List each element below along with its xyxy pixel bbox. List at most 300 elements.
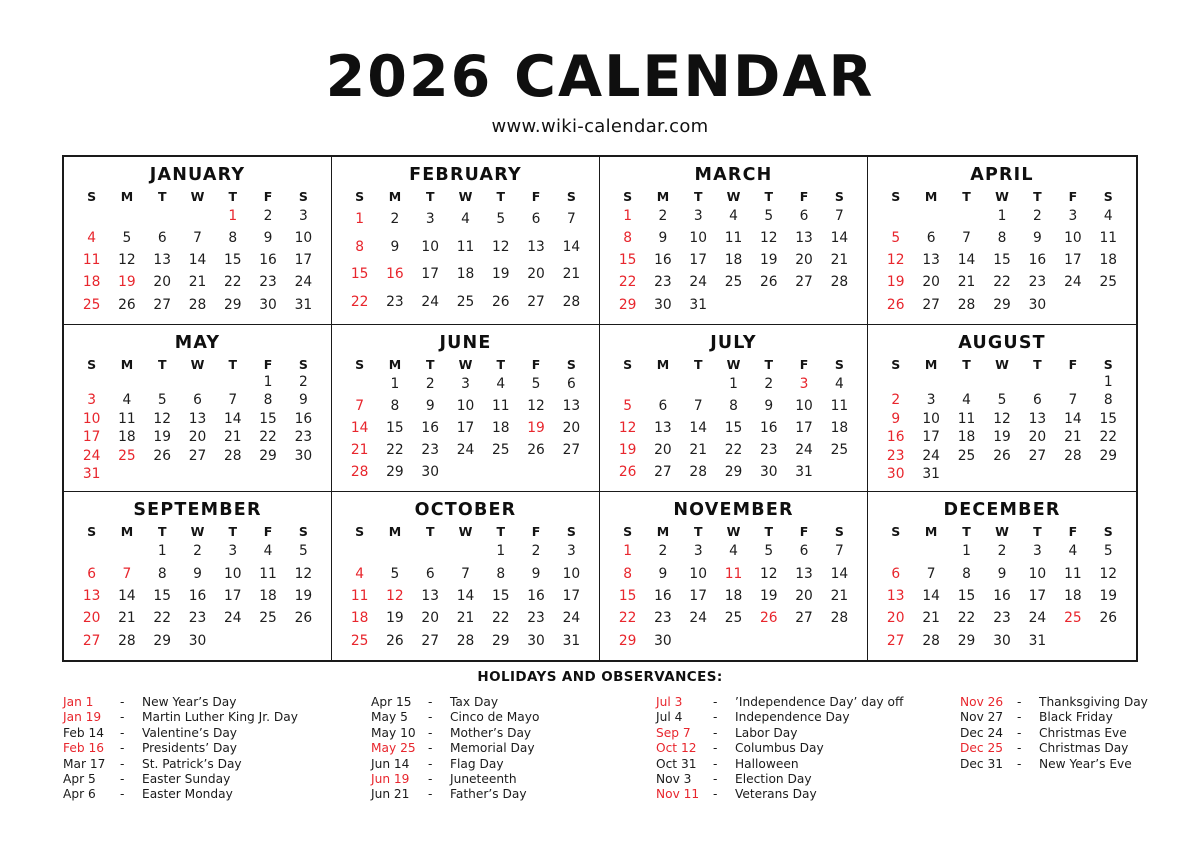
date-cell: 30	[1028, 296, 1047, 313]
date-cell: 16	[259, 252, 277, 269]
weekday-label: W	[458, 524, 473, 540]
holiday-separator: -	[120, 787, 125, 802]
holiday-separator: -	[428, 741, 433, 756]
date-cell: 27	[82, 632, 101, 649]
date-cell: 29	[224, 296, 242, 313]
date-cell: 7	[193, 230, 202, 247]
weekday-label: F	[263, 524, 273, 540]
date-cell: 26	[1099, 610, 1118, 627]
date-row	[878, 294, 1126, 316]
weekday-label: S	[834, 524, 844, 540]
date-cell: 15	[153, 588, 171, 605]
date-row	[342, 563, 589, 585]
date-cell: 10	[224, 565, 242, 582]
date-cell: 6	[566, 375, 576, 392]
holiday-item	[63, 726, 298, 741]
page-title: 2026 CALENDAR	[325, 44, 875, 110]
date-row	[610, 227, 857, 249]
date-cell: 20	[922, 274, 940, 291]
holiday-separator: -	[120, 695, 125, 709]
weekday-label: S	[834, 356, 844, 372]
weekday-label: T	[228, 356, 238, 372]
month-november	[600, 492, 868, 660]
date-cell: 5	[764, 208, 774, 225]
holiday-item	[656, 787, 903, 802]
holiday-separator: -	[428, 695, 433, 709]
date-cell: 12	[118, 252, 136, 269]
holiday-date: May 25	[371, 741, 416, 756]
date-cell: 20	[188, 429, 207, 446]
date-row	[610, 461, 857, 483]
date-cell: 2	[263, 208, 273, 225]
weekday-label: M	[656, 189, 670, 204]
weekday-label: F	[531, 356, 541, 372]
holiday-date: Jan 19	[63, 710, 102, 725]
date-cell: 20	[421, 610, 439, 627]
date-cell: 7	[962, 230, 971, 247]
weekday-label: S	[623, 189, 633, 204]
date-cell: 26	[527, 442, 545, 459]
date-row	[74, 563, 321, 585]
date-cell: 7	[228, 392, 238, 409]
date-cell: 16	[188, 588, 207, 605]
date-cell: 10	[421, 238, 439, 255]
date-cell: 29	[153, 632, 171, 649]
weekday-label: W	[726, 189, 741, 204]
date-cell: 19	[527, 420, 545, 436]
date-cell: 27	[922, 296, 940, 313]
date-cell: 17	[294, 252, 313, 269]
weekday-label: W	[190, 356, 205, 372]
holiday-item	[960, 741, 1148, 756]
date-cell: 2	[298, 373, 308, 390]
date-cell: 11	[1064, 565, 1082, 582]
date-cell: 19	[1099, 588, 1118, 605]
holiday-item	[656, 757, 903, 772]
date-cell: 25	[492, 442, 510, 459]
weekday-header	[74, 357, 321, 372]
date-cell: 19	[760, 252, 778, 269]
date-cell: 4	[834, 375, 844, 392]
date-cell: 30	[294, 447, 313, 464]
month-dates	[74, 205, 321, 316]
date-row	[878, 630, 1126, 652]
weekday-label: T	[228, 524, 238, 540]
date-cell: 8	[623, 230, 633, 247]
date-cell: 22	[492, 610, 510, 627]
date-row	[878, 465, 1126, 483]
date-row	[878, 446, 1126, 464]
date-cell: 14	[830, 230, 849, 247]
date-cell: 10	[1064, 230, 1082, 247]
date-cell: 26	[386, 632, 404, 649]
weekday-label: T	[425, 524, 435, 540]
holiday-separator: -	[428, 756, 433, 771]
date-cell: 24	[421, 293, 439, 310]
date-cell: 3	[566, 543, 576, 560]
holiday-item	[656, 741, 903, 756]
weekday-label: F	[531, 524, 541, 540]
date-cell: 23	[760, 442, 778, 459]
date-cell: 20	[562, 420, 581, 436]
date-cell: 6	[891, 565, 901, 582]
date-cell: 24	[689, 610, 707, 627]
holiday-date: Dec 25	[960, 741, 1003, 756]
weekday-label: S	[298, 356, 308, 372]
date-cell: 13	[82, 588, 101, 605]
weekday-label: S	[87, 524, 97, 540]
date-cell: 18	[118, 429, 136, 446]
weekday-label: M	[120, 356, 134, 372]
holiday-item	[371, 710, 539, 725]
date-cell: 17	[1028, 588, 1047, 605]
date-row	[878, 563, 1126, 585]
date-cell: 22	[618, 610, 637, 627]
weekday-header	[610, 357, 857, 372]
month-title: AUGUST	[958, 332, 1046, 353]
date-cell: 5	[997, 392, 1007, 409]
date-cell: 1	[228, 208, 238, 225]
date-cell: 8	[997, 230, 1007, 247]
holiday-date: Apr 15	[371, 695, 412, 709]
date-cell: 12	[294, 565, 313, 582]
month-june	[332, 325, 600, 493]
date-row	[74, 410, 321, 428]
holiday-name: Columbus Day	[735, 741, 824, 756]
date-row	[878, 540, 1126, 562]
date-cell: 14	[957, 252, 976, 269]
holiday-item	[371, 757, 539, 772]
weekday-label: S	[298, 524, 308, 540]
date-cell: 21	[224, 429, 242, 446]
date-cell: 19	[492, 266, 510, 283]
date-cell: 14	[689, 420, 707, 436]
holiday-date: May 5	[371, 710, 408, 725]
weekday-label: F	[799, 189, 809, 204]
date-row	[342, 585, 589, 607]
holiday-name: Christmas Eve	[1039, 725, 1127, 740]
date-cell: 25	[724, 610, 743, 627]
date-cell: 21	[830, 252, 849, 269]
date-cell: 1	[623, 543, 633, 560]
date-cell: 1	[390, 375, 400, 392]
date-cell: 14	[1064, 410, 1082, 427]
month-title: FEBRUARY	[409, 165, 522, 185]
weekday-header	[74, 189, 321, 204]
calendar-grid	[62, 155, 1138, 662]
date-cell: 22	[1099, 429, 1118, 446]
weekday-label: F	[531, 189, 541, 204]
date-cell: 7	[926, 565, 936, 582]
holiday-date: Oct 12	[656, 741, 697, 756]
weekday-label: W	[995, 524, 1009, 540]
holiday-separator: -	[428, 725, 433, 740]
holiday-name: Election Day	[735, 771, 812, 786]
date-cell: 4	[461, 210, 470, 227]
date-cell: 30	[993, 632, 1011, 649]
weekday-label: S	[566, 189, 576, 204]
date-cell: 19	[294, 588, 313, 605]
date-cell: 24	[82, 447, 101, 464]
date-cell: 26	[618, 464, 637, 481]
weekday-label: T	[962, 356, 971, 372]
holiday-date: Nov 3	[656, 771, 692, 786]
holiday-item	[371, 772, 539, 787]
date-cell: 6	[531, 210, 541, 227]
date-cell: 26	[118, 296, 136, 313]
date-cell: 13	[188, 410, 207, 427]
date-cell: 4	[496, 375, 506, 392]
holiday-item	[960, 757, 1148, 772]
date-row	[610, 563, 857, 585]
date-cell: 23	[527, 610, 545, 627]
holiday-name: Juneteenth	[450, 771, 517, 786]
date-row	[342, 205, 589, 233]
date-row	[74, 205, 321, 227]
weekday-label: S	[1103, 356, 1113, 372]
date-cell: 29	[724, 464, 743, 481]
weekday-label: S	[298, 189, 308, 204]
date-cell: 4	[87, 230, 97, 247]
weekday-header	[878, 189, 1126, 204]
month-dates	[342, 540, 589, 652]
date-cell: 12	[760, 565, 778, 582]
date-cell: 1	[1103, 373, 1113, 390]
date-cell: 12	[492, 238, 510, 255]
date-cell: 25	[350, 632, 369, 649]
holiday-separator: -	[713, 787, 718, 802]
date-cell: 2	[531, 543, 541, 560]
date-row	[878, 205, 1126, 227]
month-dates	[610, 373, 857, 484]
date-row	[610, 249, 857, 271]
holiday-item	[656, 726, 903, 741]
date-cell: 21	[957, 274, 976, 291]
weekday-header	[342, 189, 589, 204]
date-cell: 10	[689, 565, 707, 582]
date-cell: 23	[993, 610, 1011, 627]
weekday-label: W	[726, 524, 741, 540]
date-cell: 29	[259, 447, 277, 464]
date-cell: 17	[1064, 252, 1082, 269]
date-cell: 23	[386, 293, 404, 310]
holiday-name: Halloween	[735, 756, 799, 771]
weekday-label: T	[228, 189, 238, 204]
date-cell: 2	[1033, 208, 1042, 225]
date-cell: 29	[492, 632, 510, 649]
weekday-label: T	[1033, 524, 1042, 540]
date-cell: 30	[421, 464, 439, 481]
date-cell: 11	[118, 410, 136, 427]
holiday-item	[63, 757, 298, 772]
holiday-item	[960, 726, 1148, 741]
date-cell: 14	[922, 588, 940, 605]
date-row	[610, 540, 857, 562]
month-title: JANUARY	[149, 165, 246, 185]
weekday-label: W	[995, 189, 1009, 204]
date-cell: 7	[834, 543, 844, 560]
holiday-date: Feb 16	[63, 741, 104, 756]
date-cell: 31	[795, 464, 813, 481]
holiday-separator: -	[713, 695, 718, 709]
date-row	[74, 271, 321, 293]
holiday-separator: -	[120, 771, 125, 786]
date-cell: 22	[724, 442, 743, 459]
holiday-name: Valentine’s Day	[142, 725, 238, 740]
weekday-label: W	[458, 356, 473, 372]
date-cell: 22	[386, 442, 404, 459]
date-cell: 8	[623, 565, 633, 582]
weekday-label: S	[355, 356, 365, 372]
holiday-name: Christmas Day	[1039, 741, 1129, 756]
date-cell: 7	[693, 397, 703, 414]
date-row	[74, 391, 321, 409]
date-cell: 5	[298, 543, 308, 560]
date-row	[74, 465, 321, 483]
date-row	[74, 294, 321, 316]
holiday-date: Nov 27	[960, 710, 1004, 725]
date-cell: 20	[153, 274, 171, 291]
weekday-label: F	[1068, 189, 1078, 204]
date-cell: 21	[118, 610, 136, 627]
weekday-label: T	[764, 356, 774, 372]
holiday-name: ’Independence Day’ day off	[735, 695, 904, 709]
weekday-label: T	[693, 189, 703, 204]
date-cell: 17	[421, 266, 439, 283]
holidays-heading: HOLIDAYS AND OBSERVANCES:	[477, 669, 723, 685]
date-cell: 7	[566, 210, 576, 227]
date-cell: 9	[263, 230, 273, 247]
date-cell: 1	[623, 208, 633, 225]
holiday-date: Jul 3	[656, 695, 683, 709]
date-cell: 21	[350, 442, 369, 459]
holiday-separator: -	[1017, 756, 1022, 771]
holiday-date: Jul 4	[656, 710, 683, 725]
date-cell: 9	[390, 238, 400, 255]
date-cell: 1	[263, 373, 273, 390]
date-cell: 17	[82, 429, 101, 446]
holiday-name: Black Friday	[1039, 710, 1113, 725]
date-cell: 30	[188, 632, 207, 649]
date-cell: 16	[1028, 252, 1047, 269]
date-cell: 27	[421, 632, 439, 649]
date-cell: 11	[957, 410, 976, 427]
holiday-separator: -	[120, 710, 125, 725]
date-cell: 18	[456, 266, 475, 283]
date-cell: 19	[386, 610, 404, 627]
date-cell: 26	[760, 274, 778, 291]
date-cell: 24	[224, 610, 242, 627]
site-url: www.wiki-calendar.com	[491, 116, 709, 137]
weekday-label: S	[87, 189, 97, 204]
date-cell: 28	[1064, 447, 1082, 464]
weekday-label: F	[263, 356, 273, 372]
date-cell: 5	[390, 565, 400, 582]
date-cell: 27	[527, 293, 545, 310]
weekday-label: M	[656, 524, 670, 540]
date-row	[342, 607, 589, 629]
date-cell: 3	[461, 375, 470, 392]
weekday-header	[878, 357, 1126, 372]
holiday-date: Jun 14	[371, 756, 410, 771]
date-cell: 25	[830, 442, 849, 459]
holiday-item	[63, 787, 298, 802]
date-cell: 4	[122, 392, 132, 409]
date-row	[74, 373, 321, 391]
date-cell: 27	[886, 632, 905, 649]
date-row	[878, 227, 1126, 249]
holiday-separator: -	[713, 756, 718, 771]
date-cell: 1	[157, 543, 167, 560]
date-cell: 12	[153, 410, 171, 427]
month-dates	[610, 540, 857, 652]
date-row	[74, 249, 321, 271]
date-cell: 11	[724, 230, 743, 247]
month-january	[64, 157, 332, 325]
date-cell: 28	[118, 632, 136, 649]
date-cell: 15	[259, 410, 277, 427]
holiday-item	[63, 710, 298, 725]
date-cell: 5	[157, 392, 167, 409]
date-cell: 28	[830, 274, 849, 291]
weekday-label: T	[496, 356, 506, 372]
date-cell: 4	[1068, 543, 1078, 560]
weekday-label: M	[388, 524, 402, 540]
date-row	[74, 428, 321, 446]
date-cell: 8	[1103, 392, 1113, 409]
date-cell: 26	[886, 296, 905, 313]
month-dates	[74, 373, 321, 484]
weekday-header	[74, 524, 321, 539]
date-cell: 26	[492, 293, 510, 310]
date-cell: 31	[922, 466, 940, 483]
holiday-separator: -	[713, 771, 718, 786]
date-cell: 7	[461, 565, 470, 582]
weekday-label: T	[764, 189, 774, 204]
month-dates	[878, 373, 1126, 484]
date-cell: 8	[228, 230, 238, 247]
date-cell: 9	[658, 565, 668, 582]
date-cell: 15	[1099, 410, 1118, 427]
date-cell: 16	[993, 588, 1011, 605]
date-cell: 11	[830, 397, 849, 414]
weekday-label: S	[566, 356, 576, 372]
date-cell: 25	[82, 296, 101, 313]
holiday-date: Jun 21	[371, 787, 410, 802]
date-cell: 6	[799, 543, 809, 560]
date-row	[610, 585, 857, 607]
holiday-name: Easter Monday	[142, 787, 233, 802]
date-cell: 11	[724, 565, 743, 582]
holiday-separator: -	[713, 710, 718, 725]
date-row	[610, 271, 857, 293]
date-cell: 8	[496, 565, 506, 582]
date-cell: 6	[157, 230, 167, 247]
date-cell: 22	[259, 429, 277, 446]
month-title: DECEMBER	[943, 500, 1061, 521]
date-cell: 20	[886, 610, 905, 627]
holiday-name: Thanksgiving Day	[1039, 695, 1148, 709]
holiday-separator: -	[120, 725, 125, 740]
date-cell: 29	[386, 464, 404, 481]
date-cell: 11	[350, 588, 369, 605]
date-cell: 15	[993, 252, 1011, 269]
date-cell: 4	[729, 208, 738, 225]
date-cell: 10	[82, 410, 101, 427]
month-title: JULY	[710, 332, 757, 353]
date-cell: 14	[456, 588, 475, 605]
date-cell: 13	[527, 238, 545, 255]
